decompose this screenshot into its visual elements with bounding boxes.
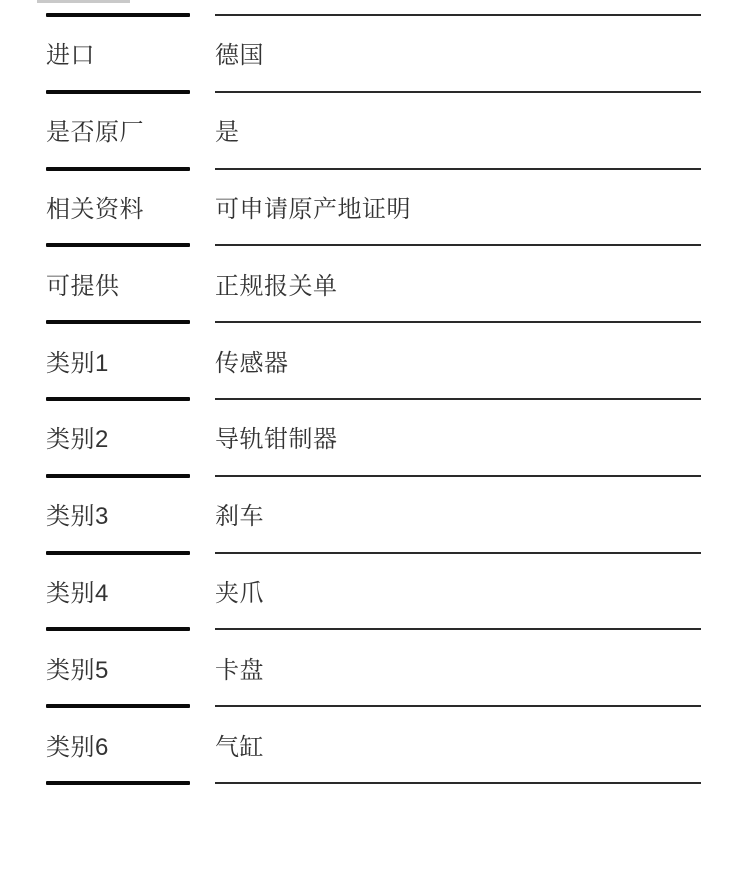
value-column-divider [215,398,701,400]
spec-value: 气缸 [215,733,264,761]
table-row [0,555,750,628]
label-column-divider [46,167,190,171]
cut-off-content-above [37,0,130,3]
table-row [0,17,750,90]
spec-label: 是否原厂 [46,119,144,147]
spec-value: 正规报关单 [215,272,338,300]
label-column-divider [46,90,190,94]
value-column-divider [215,628,701,630]
spec-value: 夹爪 [215,579,264,607]
table-row [0,401,750,474]
label-column-divider [46,397,190,401]
product-spec-table [0,13,750,785]
spec-label: 类别3 [46,503,109,531]
label-column-divider [46,474,190,478]
spec-value: 可申请原产地证明 [215,195,411,223]
table-row [0,631,750,704]
spec-value: 导轨钳制器 [215,426,338,454]
value-column-divider [215,782,701,784]
spec-value: 是 [215,119,240,147]
spec-label: 类别6 [46,733,109,761]
value-column-divider [215,168,701,170]
spec-label: 相关资料 [46,195,144,223]
label-column-divider [46,781,190,785]
label-column-divider [46,551,190,555]
row-divider [0,781,750,785]
spec-label: 类别2 [46,426,109,454]
value-column-divider [215,552,701,554]
label-column-divider [46,243,190,247]
spec-value: 刹车 [215,503,264,531]
spec-label: 类别4 [46,579,109,607]
value-column-divider [215,244,701,246]
value-column-divider [215,14,701,16]
spec-label: 类别1 [46,349,109,377]
value-column-divider [215,91,701,93]
table-row [0,324,750,397]
label-column-divider [46,627,190,631]
label-column-divider [46,704,190,708]
spec-label: 类别5 [46,656,109,684]
table-row [0,478,750,551]
table-row [0,708,750,781]
table-row [0,247,750,320]
table-row [0,94,750,167]
spec-value: 卡盘 [215,656,264,684]
spec-value: 德国 [215,42,264,70]
table-row [0,171,750,244]
value-column-divider [215,321,701,323]
value-column-divider [215,705,701,707]
label-column-divider [46,320,190,324]
label-column-divider [46,13,190,17]
spec-label: 可提供 [46,272,120,300]
spec-label: 进口 [46,42,95,70]
value-column-divider [215,475,701,477]
spec-value: 传感器 [215,349,289,377]
